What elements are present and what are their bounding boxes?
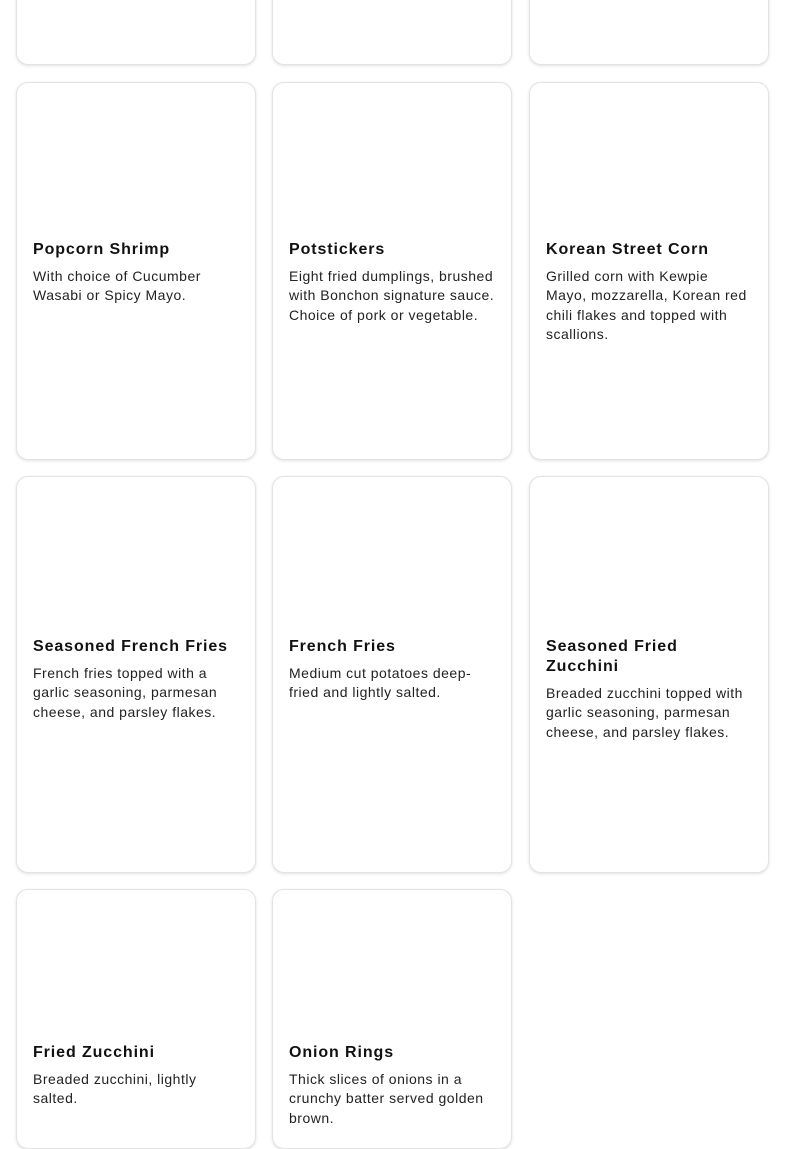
menu-card-partial[interactable] (272, 0, 512, 65)
menu-card-korean-street-corn[interactable] (529, 82, 769, 460)
menu-card-fried-zucchini[interactable] (16, 889, 256, 1149)
menu-card-seasoned-fried-zucchini[interactable] (529, 476, 769, 873)
menu-item-description: Breaded zucchini topped with garlic seasoning, parmesan cheese, and parsley flakes. (546, 685, 743, 740)
menu-card-partial[interactable] (529, 0, 769, 65)
menu-item-title: Korean Street Corn (546, 241, 709, 258)
menu-item-description: French fries topped with a garlic seasoning, parmesan cheese, and parsley flakes. (33, 665, 218, 720)
menu-card-popcorn-shrimp[interactable] (16, 82, 256, 460)
menu-item-title: Popcorn Shrimp (33, 241, 171, 258)
menu-card-seasoned-french-fries[interactable] (16, 476, 256, 873)
menu-item-description: Grilled corn with Kewpie Mayo, mozzarella, Korean red chili flakes and topped with scallions. (546, 268, 747, 342)
menu-item-description: Eight fried dumplings, brushed with Bonchon signature sauce. Choice of pork or vegetable. (289, 268, 495, 323)
menu-card-partial[interactable] (16, 0, 256, 65)
menu-item-title: Onion Rings (289, 1044, 395, 1061)
menu-card-french-fries[interactable] (272, 476, 512, 873)
menu-item-description: With choice of Cucumber Wasabi or Spicy Mayo. (33, 268, 201, 304)
menu-item-title: Seasoned French Fries (33, 638, 228, 655)
menu-item-title: French Fries (289, 638, 396, 655)
menu-item-description: Medium cut potatoes deep-fried and lightly salted. (289, 665, 472, 701)
menu-item-title: Potstickers (289, 241, 386, 258)
menu-item-description: Breaded zucchini, lightly salted. (33, 1071, 197, 1107)
menu-card-onion-rings[interactable] (272, 889, 512, 1149)
menu-card-potstickers[interactable] (272, 82, 512, 460)
menu-item-title: Fried Zucchini (33, 1044, 155, 1061)
menu-item-title: Seasoned Fried Zucchini (546, 638, 678, 675)
menu-item-description: Thick slices of onions in a crunchy batter served golden brown. (289, 1071, 484, 1126)
